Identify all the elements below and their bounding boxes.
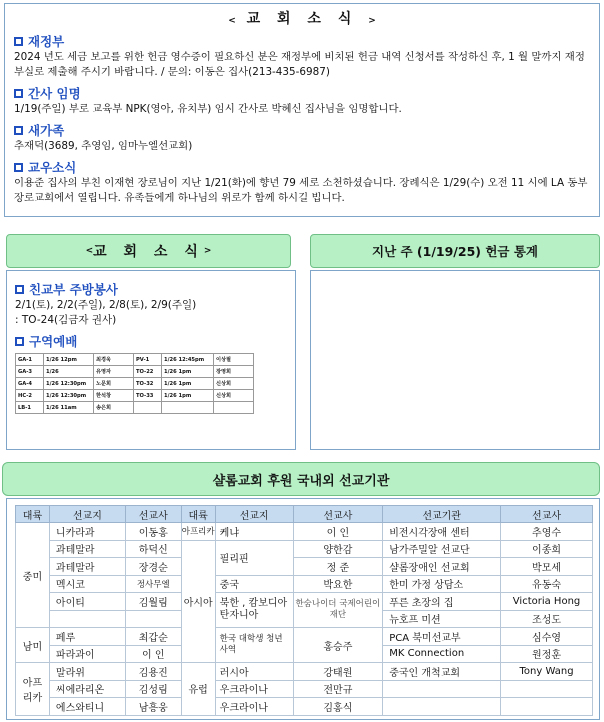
missionary-cell: 심수영 — [501, 628, 593, 646]
missionary-cell: 강태원 — [293, 663, 383, 681]
mission-header-cell: 선교지 — [49, 506, 125, 523]
section-body-appointment: 1/19(주일) 부로 교육부 NPK(영아, 유치부) 임시 간사로 박혜신 집사님을 임명합니다. — [14, 103, 402, 115]
schedule-cell — [162, 402, 214, 414]
country-cell: 파라과이 — [49, 645, 125, 663]
schedule-cell: 송은희 — [94, 402, 134, 414]
mission-table — [15, 505, 593, 716]
region-cell: 아프리카 — [181, 523, 215, 541]
country-cell: 씨에라리온 — [49, 680, 125, 698]
country-cell: 필리핀 — [215, 540, 293, 575]
schedule-cell: 1/26 12:45pm — [162, 354, 214, 366]
schedule-cell: 신상희 — [214, 378, 254, 390]
missionary-cell — [501, 698, 593, 716]
mission-panel — [6, 498, 600, 720]
section-body-finance: 2024 년도 세금 보고를 위한 헌금 영수증이 필요하신 분은 재정부에 비치된 헌금 내역 신청서를 작성하신 후, 1 월 말까지 재정부실로 제출해 주시기 바랍니다. / 문의: 이동은 집사(213-435-6987) — [14, 51, 585, 78]
country-cell: 과테말라 — [49, 540, 125, 558]
mission-row — [16, 628, 593, 646]
country-cell — [49, 610, 125, 628]
schedule-row — [16, 354, 254, 366]
missionary-cell: 원정훈 — [501, 645, 593, 663]
missionary-cell: 장경순 — [125, 558, 181, 576]
schedule-row — [16, 402, 254, 414]
mission-header-cell: 선교기관 — [383, 506, 501, 523]
mission-row — [16, 663, 593, 681]
region-cell: 아프리카 — [16, 663, 50, 716]
schedule-cell: 1/26 1pm — [162, 366, 214, 378]
country-cell: 중국 — [215, 575, 293, 593]
church-news-tab: < 교 회 소 식 > — [6, 234, 291, 268]
checkbox-square-icon — [15, 285, 24, 294]
region-cell: 아시아 — [181, 540, 215, 663]
missionary-cell: 조성도 — [501, 610, 593, 628]
mission-row — [16, 680, 593, 698]
country-cell: 멕시코 — [49, 575, 125, 593]
checkbox-square-icon — [14, 37, 23, 46]
schedule-cell: 1/26 1pm — [162, 390, 214, 402]
missionary-cell: 김용진 — [125, 663, 181, 681]
schedule-row — [16, 378, 254, 390]
region-cell: 유럽 — [181, 663, 215, 716]
missionary-cell: 한숨나이더 국제어린이 재단 — [293, 593, 383, 628]
church-news-panel — [4, 3, 600, 217]
missionary-cell: 이 인 — [125, 645, 181, 663]
missionary-cell: 정 준 — [293, 558, 383, 576]
mission-header-cell: 대륙 — [16, 506, 50, 523]
schedule-cell: 장영희 — [214, 366, 254, 378]
schedule-cell: GA-3 — [16, 366, 44, 378]
schedule-cell: PV-1 — [134, 354, 162, 366]
schedule-row — [16, 366, 254, 378]
country-cell: 말라위 — [49, 663, 125, 681]
country-cell: 페루 — [49, 628, 125, 646]
mission-row — [16, 593, 593, 611]
missionary-cell: 김월림 — [125, 593, 181, 611]
schedule-cell: 1/26 12pm — [44, 354, 94, 366]
schedule-cell: TO-33 — [134, 390, 162, 402]
missionary-cell: Tony Wang — [501, 663, 593, 681]
agency-cell: 중국인 개척교회 — [383, 663, 501, 681]
country-cell: 케냐 — [215, 523, 293, 541]
agency-cell: 샬롬장애인 선교회 — [383, 558, 501, 576]
mission-row — [16, 575, 593, 593]
schedule-cell: 최경욱 — [94, 354, 134, 366]
schedule-cell: HC-2 — [16, 390, 44, 402]
agency-cell: 남가주밀알 선교단 — [383, 540, 501, 558]
country-cell: 북한 , 캄보디아 탄자니아 — [215, 593, 293, 628]
agency-cell: MK Connection — [383, 645, 501, 663]
section-heading-new-family: 새가족 — [14, 121, 590, 139]
schedule-cell: GA-1 — [16, 354, 44, 366]
schedule-cell: 1/26 12:30pm — [44, 390, 94, 402]
schedule-cell: 신상희 — [214, 390, 254, 402]
mission-header-cell: 대륙 — [181, 506, 215, 523]
missionary-cell: 이종희 — [501, 540, 593, 558]
section-heading-appointment: 간사 임명 — [14, 84, 590, 102]
checkbox-square-icon — [15, 337, 24, 346]
missionary-cell: 김성림 — [125, 680, 181, 698]
missionary-cell: 홍승주 — [293, 628, 383, 663]
agency-cell: 비전시각장애 센터 — [383, 523, 501, 541]
schedule-cell: TO-22 — [134, 366, 162, 378]
section-heading-cell-worship: 구역예배 — [15, 332, 287, 350]
missionary-cell — [501, 680, 593, 698]
section-heading-kitchen: 친교부 주방봉사 — [15, 280, 287, 298]
agency-cell: 한미 가정 상담소 — [383, 575, 501, 593]
section-heading-finance: 재정부 — [14, 32, 590, 50]
missionary-cell: 추영수 — [501, 523, 593, 541]
missionary-cell: 김홍식 — [293, 698, 383, 716]
mission-header-cell: 선교사 — [125, 506, 181, 523]
schedule-cell: 1/26 11am — [44, 402, 94, 414]
missionary-cell: 이 인 — [293, 523, 383, 541]
schedule-cell: 1/26 — [44, 366, 94, 378]
missionary-cell: 이동홍 — [125, 523, 181, 541]
country-cell: 아이티 — [49, 593, 125, 611]
church-news-title — [14, 8, 590, 28]
offering-stats-tab — [310, 234, 600, 268]
country-cell: 러시아 — [215, 663, 293, 681]
schedule-cell — [214, 402, 254, 414]
schedule-cell: 노문희 — [94, 378, 134, 390]
kitchen-line-2: : TO-24(김금자 권사) — [15, 314, 117, 326]
schedule-cell: 한석창 — [94, 390, 134, 402]
schedule-cell: LB-1 — [16, 402, 44, 414]
mission-header-cell: 선교사 — [293, 506, 383, 523]
agency-cell: PCA 북미선교부 — [383, 628, 501, 646]
missionary-cell: 하덕신 — [125, 540, 181, 558]
schedule-cell: 이상필 — [214, 354, 254, 366]
missionary-cell: 양한감 — [293, 540, 383, 558]
agency-cell: 푸른 초장의 집 — [383, 593, 501, 611]
kitchen-line-1: 2/1(토), 2/2(주일), 2/8(토), 2/9(주일) — [15, 299, 197, 311]
bracket-right: > — [368, 16, 376, 26]
schedule-cell: 유영자 — [94, 366, 134, 378]
checkbox-square-icon — [14, 163, 23, 172]
country-cell: 한국 대학생 청년 사역 — [215, 628, 293, 663]
country-cell: 에스와티니 — [49, 698, 125, 716]
schedule-cell: GA-4 — [16, 378, 44, 390]
missionary-cell: 정사무엘 — [125, 575, 181, 593]
offering-stats-title: 지난 주 (1/19/25) 헌금 통계 — [372, 244, 538, 259]
agency-cell — [383, 698, 501, 716]
church-news-tab-title: 교 회 소 식 — [93, 244, 204, 260]
schedule-row — [16, 390, 254, 402]
missionary-cell: 박모세 — [501, 558, 593, 576]
missionary-cell: 유동숙 — [501, 575, 593, 593]
missionary-cell: 남흥웅 — [125, 698, 181, 716]
mission-title: 샬롬교회 후원 국내외 선교기관 — [212, 473, 390, 489]
mission-row — [16, 558, 593, 576]
mission-header-cell: 선교사 — [501, 506, 593, 523]
section-body-member-news: 이용준 집사의 부친 이재현 장로님이 지난 1/21(화)에 향년 79 세로 소천하셨습니다. 장례식은 1/29(수) 오전 11 시에 LA 동부장로교회에서 열립니다. 유족들에게 하나님의 위로가 함께 하시길 빕니다. — [14, 177, 588, 204]
church-news-title-text: 교 회 소 식 — [246, 11, 358, 27]
region-cell: 남미 — [16, 628, 50, 663]
missionary-cell — [125, 610, 181, 628]
agency-cell — [383, 680, 501, 698]
mission-row — [16, 523, 593, 541]
missionary-cell: 전만규 — [293, 680, 383, 698]
checkbox-square-icon — [14, 126, 23, 135]
missionary-cell: Victoria Hong — [501, 593, 593, 611]
bracket-left: < — [228, 16, 236, 26]
mission-tab — [2, 462, 600, 496]
schedule-cell: 1/26 1pm — [162, 378, 214, 390]
mission-row — [16, 698, 593, 716]
mission-header-cell: 선교지 — [215, 506, 293, 523]
country-cell: 과테말라 — [49, 558, 125, 576]
offering-stats-panel — [310, 270, 600, 450]
agency-cell: 뉴호프 미션 — [383, 610, 501, 628]
missionary-cell: 박요한 — [293, 575, 383, 593]
cell-worship-table — [15, 353, 254, 414]
country-cell: 우크라이나 — [215, 698, 293, 716]
country-cell: 우크라이나 — [215, 680, 293, 698]
checkbox-square-icon — [14, 89, 23, 98]
schedule-cell — [134, 402, 162, 414]
schedule-cell: 1/26 12:30pm — [44, 378, 94, 390]
schedule-cell: TO-32 — [134, 378, 162, 390]
section-body-new-family: 추재덕(3689, 추영임, 임마누엘선교회) — [14, 140, 193, 152]
church-news-panel-2 — [6, 270, 296, 450]
mission-row — [16, 540, 593, 558]
region-cell: 중미 — [16, 523, 50, 628]
section-heading-member-news: 교우소식 — [14, 158, 590, 176]
country-cell: 니카라과 — [49, 523, 125, 541]
missionary-cell: 최갑순 — [125, 628, 181, 646]
